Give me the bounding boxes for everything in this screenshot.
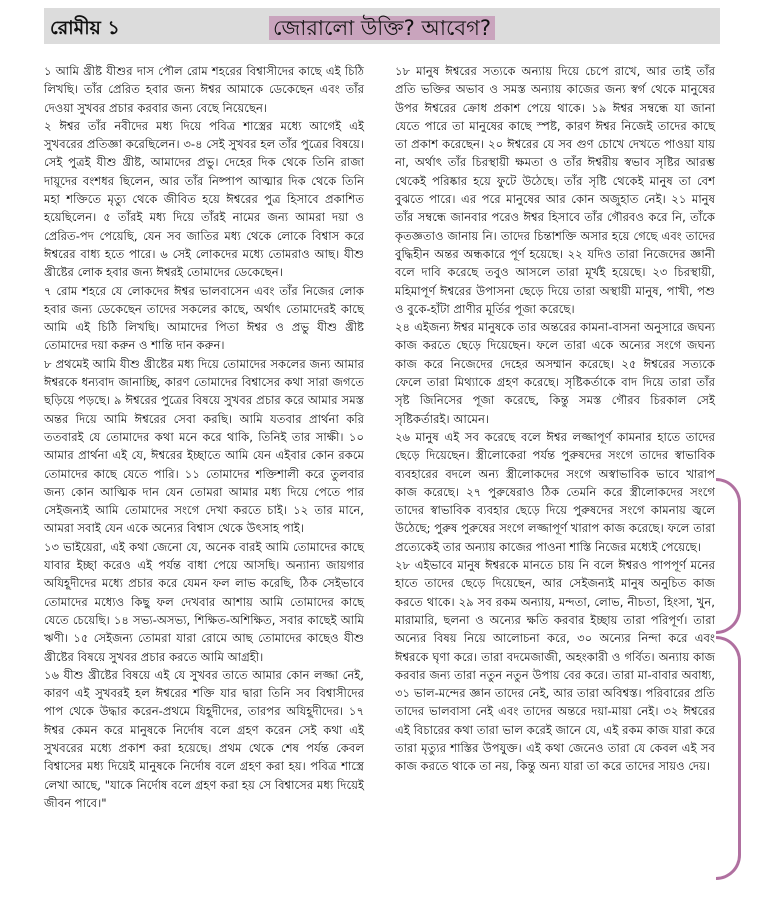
bracket-mark-upper xyxy=(716,478,741,634)
header-band xyxy=(44,8,720,44)
left-column xyxy=(44,62,364,812)
paragraph-v18-23: ১৮ মানুষ ঈশ্বরের সত্যকে অন্যায় দিয়ে চেপে রাখে, আর তাই তাঁর প্রতি ভক্তির অভাব ও সমস্ত অন্যায় কাজের জন্য স্বর্গ থেকে মানুষের উপর ঈশ্বরের ক্রোধ প্রকাশ পেয়ে থাকে। ১৯ ঈশ্বর সম্বন্ধে যা জানা যেতে পারে তা মানুষের কাছে স্পষ্ট, কারণ ঈশ্বর নিজেই তাদের কাছে তা প্রকাশ করেছেন। ২০ ঈশ্বরের যে সব গুণ চোখে দেখতে পাওয়া যায় না, অর্থাৎ তাঁর চিরস্থায়ী ক্ষমতা ও তাঁর ঈশ্বরীয় স্বভাব সৃষ্টির আরম্ভ থেকেই পরিষ্কার হয়ে ফুটে উঠেছে। তাঁর সৃষ্টি থেকেই মানুষ তা বেশ বুঝতে পারে। এর পরে মানুষের আর কোন অজুহাত নেই। ২১ মানুষ তাঁর সম্বন্ধে জানবার পরেও ঈশ্বর হিসাবে তাঁর গৌরবও করে নি, তাঁকে কৃতজ্ঞতাও জানায় নি। তাদের চিন্তাশক্তি অসার হয়ে গেছে এবং তাদের বুদ্ধিহীন অন্তর অন্ধকারে পূর্ণ হয়েছে। ২২ যদিও তারা নিজেদের জ্ঞানী বলে দাবি করেছে তবুও আসলে তারা মূর্খই হয়েছে। ২৩ চিরস্থায়ী, মহিমাপূর্ণ ঈশ্বরের উপাসনা ছেড়ে দিয়ে তারা অস্থায়ী মানুষ, পাখী, পশু ও বুকে-হাঁটা প্রাণীর মূর্তির পূজা করেছে। xyxy=(395,64,715,316)
bracket-mark-lower xyxy=(716,636,741,880)
paragraph-v1: ১ আমি খ্রীষ্ট যীশুর দাস পৌল রোম শহরের বিশ্বাসীদের কাছে এই চিঠি লিখছি। তাঁর প্রেরিত হবার জন্য ঈশ্বর আমাকে ডেকেছেন এবং তাঁর দেওয়া সুখবর প্রচার করবার জন্য বেছে নিয়েছেন। xyxy=(44,64,364,115)
paragraph-v2-6: ২ ঈশ্বর তাঁর নবীদের মধ্য দিয়ে পবিত্র শাস্ত্রের মধ্যে আগেই এই সুখবরের প্রতিজ্ঞা করেছিলেন। ৩-৪ সেই সুখবর হল তাঁর পুত্রের বিষয়ে। সেই পুত্রই যীশু খ্রীষ্ট, আমাদের প্রভু। দেহের দিক থেকে তিনি রাজা দায়ূদের বংশধর ছিলেন, আর তাঁর নিষ্পাপ আত্মার দিক থেকে তিনি মহা শক্তিতে মৃত্যু থেকে জীবিত হয়ে ঈশ্বরের পুত্র হিসাবে প্রকাশিত হয়েছিলেন। ৫ তাঁরই মধ্য দিয়ে তাঁরই নামের জন্য আমরা দয়া ও প্রেরিত-পদ পেয়েছি, যেন সব জাতির মধ্য থেকে লোকে বিশ্বাস করে ঈশ্বরের বাধ্য হতে পারে। ৬ সেই লোকদের মধ্যে তোমরাও আছ। যীশু খ্রীষ্টের লোক হবার জন্য ঈশ্বরই তোমাদের ডেকেছেন। xyxy=(44,118,364,280)
title-text: জোরালো উক্তি? আবেগ? xyxy=(269,16,495,40)
paragraph-v24-25: ২৪ এইজন্য ঈশ্বর মানুষকে তার অন্তরের কামনা-বাসনা অনুসারে জঘন্য কাজ করতে ছেড়ে দিয়েছেন। ফলে তারা একে অন্যের সংগে জঘন্য কাজ করে নিজেদের দেহের অসম্মান করেছে। ২৫ ঈশ্বরের সত্যকে ফেলে তারা মিথ্যাকে গ্রহণ করেছে। সৃষ্টিকর্তাকে বাদ দিয়ে তারা তাঁর সৃষ্ট জিনিসের পূজা করেছে, কিন্তু সমস্ত গৌরব চিরকাল সেই সৃষ্টিকর্তারই। আমেন। xyxy=(395,320,715,426)
paragraph-v7: ৭ রোম শহরে যে লোকদের ঈশ্বর ভালবাসেন এবং তাঁর নিজের লোক হবার জন্য ডেকেছেন তাদের সকলের কাছে, অর্থাৎ তোমাদেরই কাছে আমি এই চিঠি লিখছি। আমাদের পিতা ঈশ্বর ও প্রভু যীশু খ্রীষ্ট তোমাদের দয়া করুন ও শান্তি দান করুন। xyxy=(44,283,364,353)
page-title xyxy=(44,12,720,47)
chapter-label: রোমীয় ১ xyxy=(50,17,120,39)
paragraph-v8-12: ৮ প্রথমেই আমি যীশু খ্রীষ্টের মধ্য দিয়ে তোমাদের সকলের জন্য আমার ঈশ্বরকে ধন্যবাদ জানাচ্ছি, কারণ তোমাদের বিশ্বাসের কথা সারা জগতে ছড়িয়ে পড়ছে। ৯ ঈশ্বরের পুত্রের বিষয়ে সুখবর প্রচার করে আমার সমস্ত অন্তর দিয়ে আমি ঈশ্বরের সেবা করছি। আমি যতবার প্রার্থনা করি ততবারই যে তোমাদের কথা মনে করে থাকি, তিনিই তার সাক্ষী। ১০ আমার প্রার্থনা এই যে, ঈশ্বরের ইচ্ছাতে আমি যেন এইবার কোন রকমে তোমাদের কাছে যেতে পারি। ১১ তোমাদের শক্তিশালী করে তুলবার জন্য কোন আত্মিক দান যেন তোমরা আমার মধ্য দিয়ে পেতে পার সেইজন্যই আমি তোমাদের সংগে দেখা করতে চাই। ১২ তার মানে, আমরা সবাই যেন একে অন্যের বিশ্বাস থেকে উৎসাহ পাই। xyxy=(44,356,364,536)
paragraph-v28-32: ২৮ এইভাবে মানুষ ঈশ্বরকে মানতে চায় নি বলে ঈশ্বরও পাপপূর্ণ মনের হাতে তাদের ছেড়ে দিয়েছেন, আর সেইজন্যই মানুষ অনুচিত কাজ করতে থাকে। ২৯ সব রকম অন্যায়, মন্দতা, লোভ, নীচতা, হিংসা, খুন, মারামারি, ছলনা ও অন্যের ক্ষতি করবার ইচ্ছায় তারা পরিপূর্ণ। তারা অন্যের বিষয় নিয়ে আলোচনা করে, ৩০ অন্যের নিন্দা করে এবং ঈশ্বরকে ঘৃণা করে। তারা বদমেজাজী, অহংকারী ও গর্বিত। অন্যায় কাজ করবার জন্য তারা নতুন নতুন উপায় বের করে। তারা মা-বাবার অবাধ্য, ৩১ ভাল-মন্দের জ্ঞান তাদের নেই, আর তারা অবিশ্বস্ত। পরিবারের প্রতি তাদের ভালবাসা নেই এবং তাদের অন্তরে দয়া-মায়া নেই। ৩২ ঈশ্বরের এই বিচারের কথা তারা ভাল করেই জানে যে, এই রকম কাজ যারা করে তারা মৃত্যুর শাস্তির উপযুক্ত। এই কথা জেনেও তারা যে কেবল এই সব কাজ করতে থাকে তা নয়, কিন্তু অন্য যারা তা করে তাদের সায়ও দেয়। xyxy=(395,558,715,774)
right-column xyxy=(395,62,715,776)
paragraph-v26-27: ২৬ মানুষ এই সব করেছে বলে ঈশ্বর লজ্জাপূর্ণ কামনার হাতে তাদের ছেড়ে দিয়েছেন। স্ত্রীলোকেরা পর্যন্ত পুরুষদের সংগে তাদের স্বাভাবিক ব্যবহারের বদলে অন্য স্ত্রীলোকদের সংগে অস্বাভাবিক ভাবে খারাপ কাজ করেছে। ২৭ পুরুষেরাও ঠিক তেমনি করে স্ত্রীলোকদের সংগে তাদের স্বাভাবিক ব্যবহার ছেড়ে দিয়ে পুরুষদের সংগে কামনায় জ্বলে উঠেছে; পুরুষ পুরুষের সংগে লজ্জাপূর্ণ খারাপ কাজ করেছে। ফলে তারা প্রত্যেকেই তার অন্যায় কাজের পাওনা শাস্তি নিজের মধ্যেই পেয়েছে। xyxy=(395,429,715,554)
paragraph-v13-15: ১৩ ভাইয়েরা, এই কথা জেনো যে, অনেক বারই আমি তোমাদের কাছে যাবার ইচ্ছা করেও এই পর্যন্ত বাধা পেয়ে আসছি। অন্যান্য জায়গার অযিহূদীদের মধ্যে প্রচার করে যেমন ফল লাভ করেছি, ঠিক সেইভাবে তোমাদের মধ্যেও কিছু ফল দেখবার আশায় আমি তোমাদের কাছে যেতে চেয়েছি। ১৪ সভ্য-অসভ্য, শিক্ষিত-অশিক্ষিত, সবার কাছেই আমি ঋণী। ১৫ সেইজন্য তোমরা যারা রোমে আছ তোমাদের কাছেও যীশু খ্রীষ্টের বিষয়ে সুখবর প্রচার করতে আমি আগ্রহী। xyxy=(44,539,364,664)
paragraph-v16-17: ১৬ যীশু খ্রীষ্টের বিষয়ে এই যে সুখবর তাতে আমার কোন লজ্জা নেই, কারণ এই সুখবরই হল ঈশ্বরের শক্তি যার দ্বারা তিনি সব বিশ্বাসীদের পাপ থেকে উদ্ধার করেন-প্রথমে যিহূদীদের, তারপর অযিহূদীদের। ১৭ ঈশ্বর কেমন করে মানুষকে নির্দোষ বলে গ্রহণ করেন সেই কথা এই সুখবরের মধ্যে প্রকাশ করা হয়েছে। প্রথম থেকে শেষ পর্যন্ত কেবল বিশ্বাসের মধ্য দিয়েই মানুষকে নির্দোষ বলে গ্রহণ করা হয়। পবিত্র শাস্ত্রে লেখা আছে, "যাকে নির্দোষ বলে গ্রহণ করা হয় সে বিশ্বাসের মধ্য দিয়েই জীবন পাবে।" xyxy=(44,667,364,810)
